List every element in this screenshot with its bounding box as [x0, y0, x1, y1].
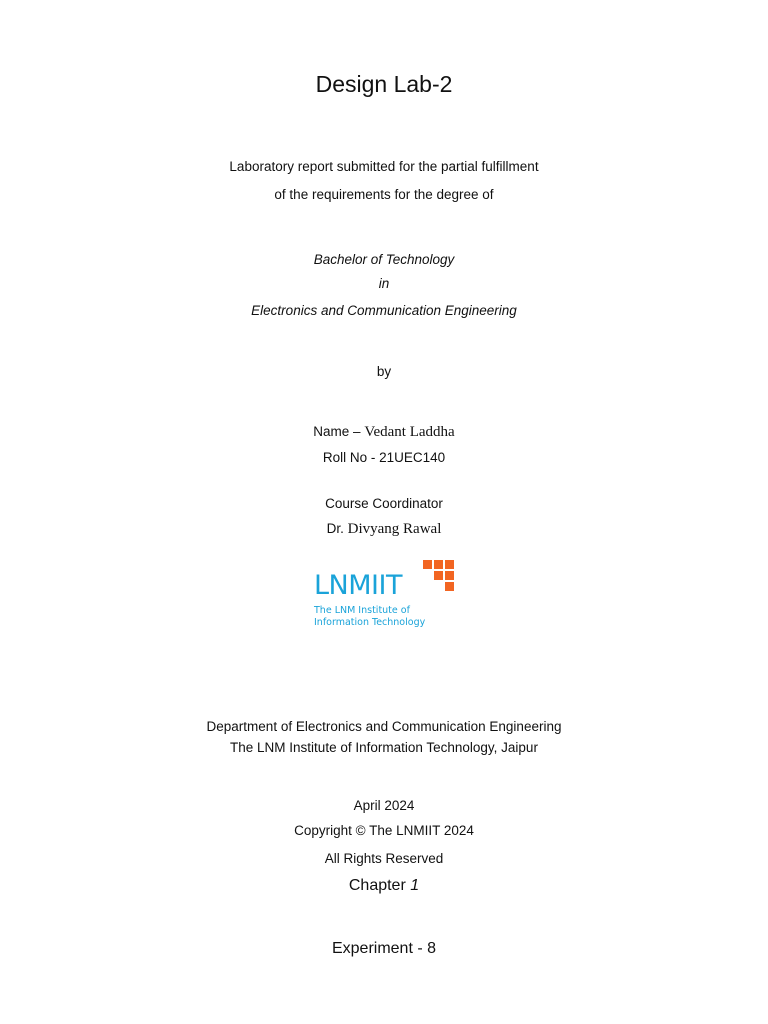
lnmiit-logo	[312, 558, 462, 632]
coordinator-prefix: Dr.	[326, 521, 348, 536]
logo-square	[445, 582, 454, 591]
student-roll: Roll No - 21UEC140	[322, 450, 446, 465]
student-name-label: Name –	[313, 424, 365, 439]
coordinator-label: Course Coordinator	[325, 496, 443, 511]
degree-name: Bachelor of Technology	[313, 252, 455, 267]
institute-name: The LNM Institute of Information Technology, Jaipur	[230, 740, 538, 755]
logo-square	[445, 560, 454, 569]
logo-square	[434, 571, 443, 580]
by-label: by	[376, 364, 392, 379]
student-name-line	[0, 424, 768, 440]
logo-square	[434, 560, 443, 569]
logo-square	[445, 571, 454, 580]
logo-wordmark: LNMIIT	[314, 570, 402, 601]
chapter-number: 1	[410, 877, 420, 894]
degree-connector: in	[378, 276, 390, 291]
rights-notice: All Rights Reserved	[324, 851, 444, 866]
logo-square	[423, 560, 432, 569]
copyright-notice: Copyright © The LNMIIT 2024	[294, 823, 474, 838]
submission-line-2: of the requirements for the degree of	[274, 187, 494, 202]
department-name: Department of Electronics and Communication Engineering	[206, 719, 562, 734]
report-title: Design Lab-2	[315, 71, 453, 97]
coordinator-name: Divyang Rawal	[347, 521, 442, 537]
submission-line-1: Laboratory report submitted for the partial fulfillment	[229, 159, 539, 174]
chapter-label: Chapter	[348, 877, 411, 894]
chapter-heading	[0, 878, 768, 894]
degree-branch: Electronics and Communication Engineering	[251, 303, 517, 318]
experiment-heading: Experiment - 8	[331, 940, 437, 957]
logo-subtitle-2: Information Technology	[314, 617, 426, 628]
logo-subtitle-1: The LNM Institute of	[314, 605, 410, 616]
student-name: Vedant Laddha	[364, 424, 455, 440]
report-date: April 2024	[353, 798, 415, 813]
coordinator-name-line	[0, 521, 768, 537]
